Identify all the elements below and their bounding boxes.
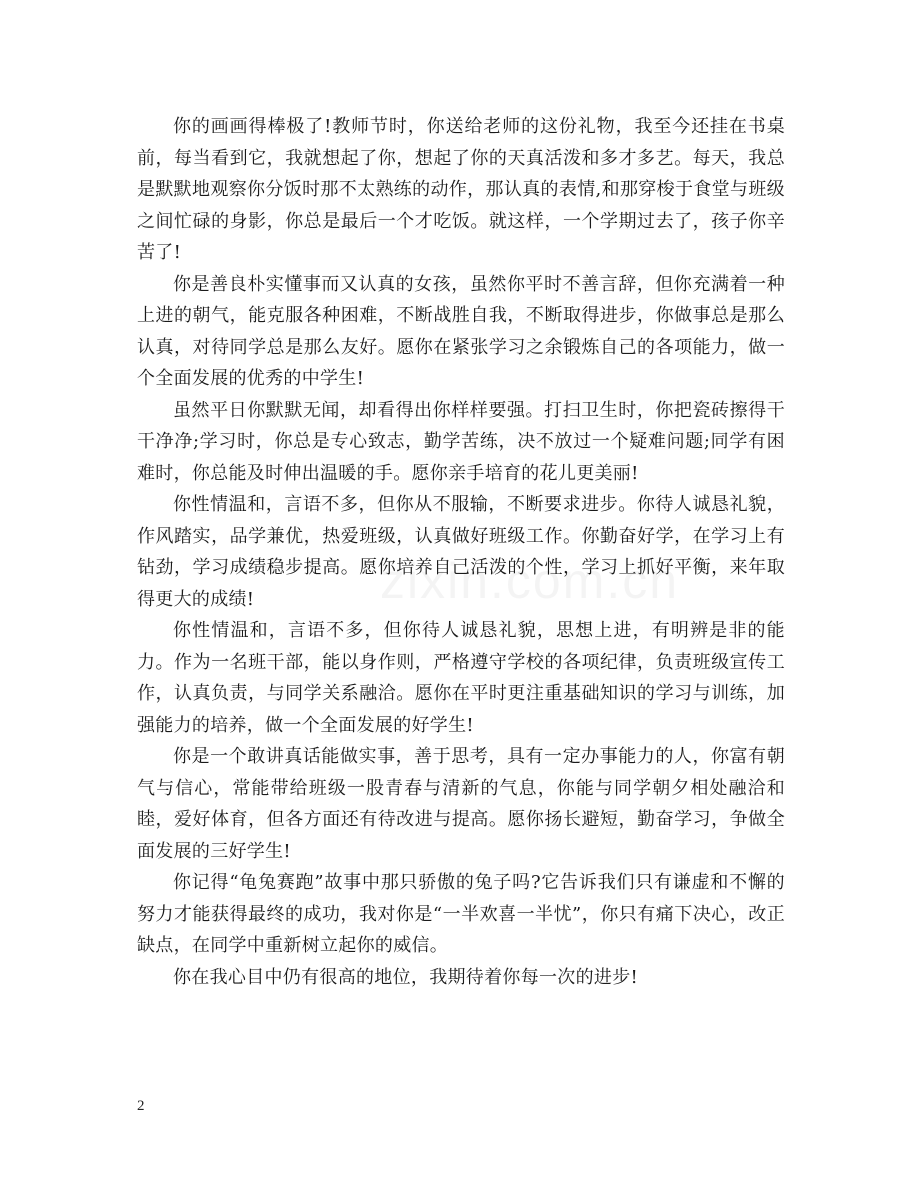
paragraph-7: 你记得“龟兔赛跑”故事中那只骄傲的兔子吗?它告诉我们只有谦虚和不懈的努力才能获得最终的成功，我对你是“一半欢喜一半忧”，你只有痛下决心，改正缺点，在同学中重新树立起你的威信。 xyxy=(137,872,785,956)
paragraph-1: 你的画画得棒极了!教师节时，你送给老师的这份礼物，我至今还挂在书桌前，每当看到它，我就想起了你，想起了你的天真活泼和多才多艺。每天，我总是默默地观察你分饭时那不太熟练的动作，那认真的表情,和那穿梭于食堂与班级之间忙碌的身影，你总是最后一个才吃饭。就这样，一个学期过去了，孩子你辛苦了! xyxy=(137,116,785,263)
paragraph-6: 你是一个敢讲真话能做实事，善于思考，具有一定办事能力的人，你富有朝气与信心，常能带给班级一股青春与清新的气息，你能与同学朝夕相处融洽和睦，爱好体育，但各方面还有待改进与提高。愿你扬长避短，勤奋学习，争做全面发展的三好学生! xyxy=(137,746,785,862)
paragraph-8: 你在我心目中仍有很高的地位，我期待着你每一次的进步! xyxy=(173,966,639,988)
paragraph-4: 你性情温和，言语不多，但你从不服输，不断要求进步。你待人诚恳礼貌，作风踏实，品学兼优，热爱班级，认真做好班级工作。你勤奋好学，在学习上有钻劲，学习成绩稳步提高。愿你培养自己活泼的个性，学习上抓好平衡，来年取得更大的成绩! xyxy=(137,494,785,610)
page-number: 2 xyxy=(137,1098,145,1114)
paragraph-5: 你性情温和，言语不多，但你待人诚恳礼貌，思想上进，有明辨是非的能力。作为一名班干部，能以身作则，严格遵守学校的各项纪律，负责班级宣传工作，认真负责，与同学关系融洽。愿你在平时更注重基础知识的学习与训练，加强能力的培养，做一个全面发展的好学生! xyxy=(137,620,785,736)
document-body xyxy=(137,111,785,993)
paragraph-2: 你是善良朴实懂事而又认真的女孩，虽然你平时不善言辞，但你充满着一种上进的朝气，能克服各种困难，不断战胜自我，不断取得进步，你做事总是那么认真，对待同学总是那么友好。愿你在紧张学习之余锻炼自己的各项能力，做一个全面发展的优秀的中学生! xyxy=(137,273,785,389)
paragraph-3: 虽然平日你默默无闻，却看得出你样样要强。打扫卫生时，你把瓷砖擦得干干净净;学习时，你总是专心致志，勤学苦练，决不放过一个疑难问题;同学有困难时，你总能及时伸出温暖的手。愿你亲手培育的花儿更美丽! xyxy=(137,399,785,484)
